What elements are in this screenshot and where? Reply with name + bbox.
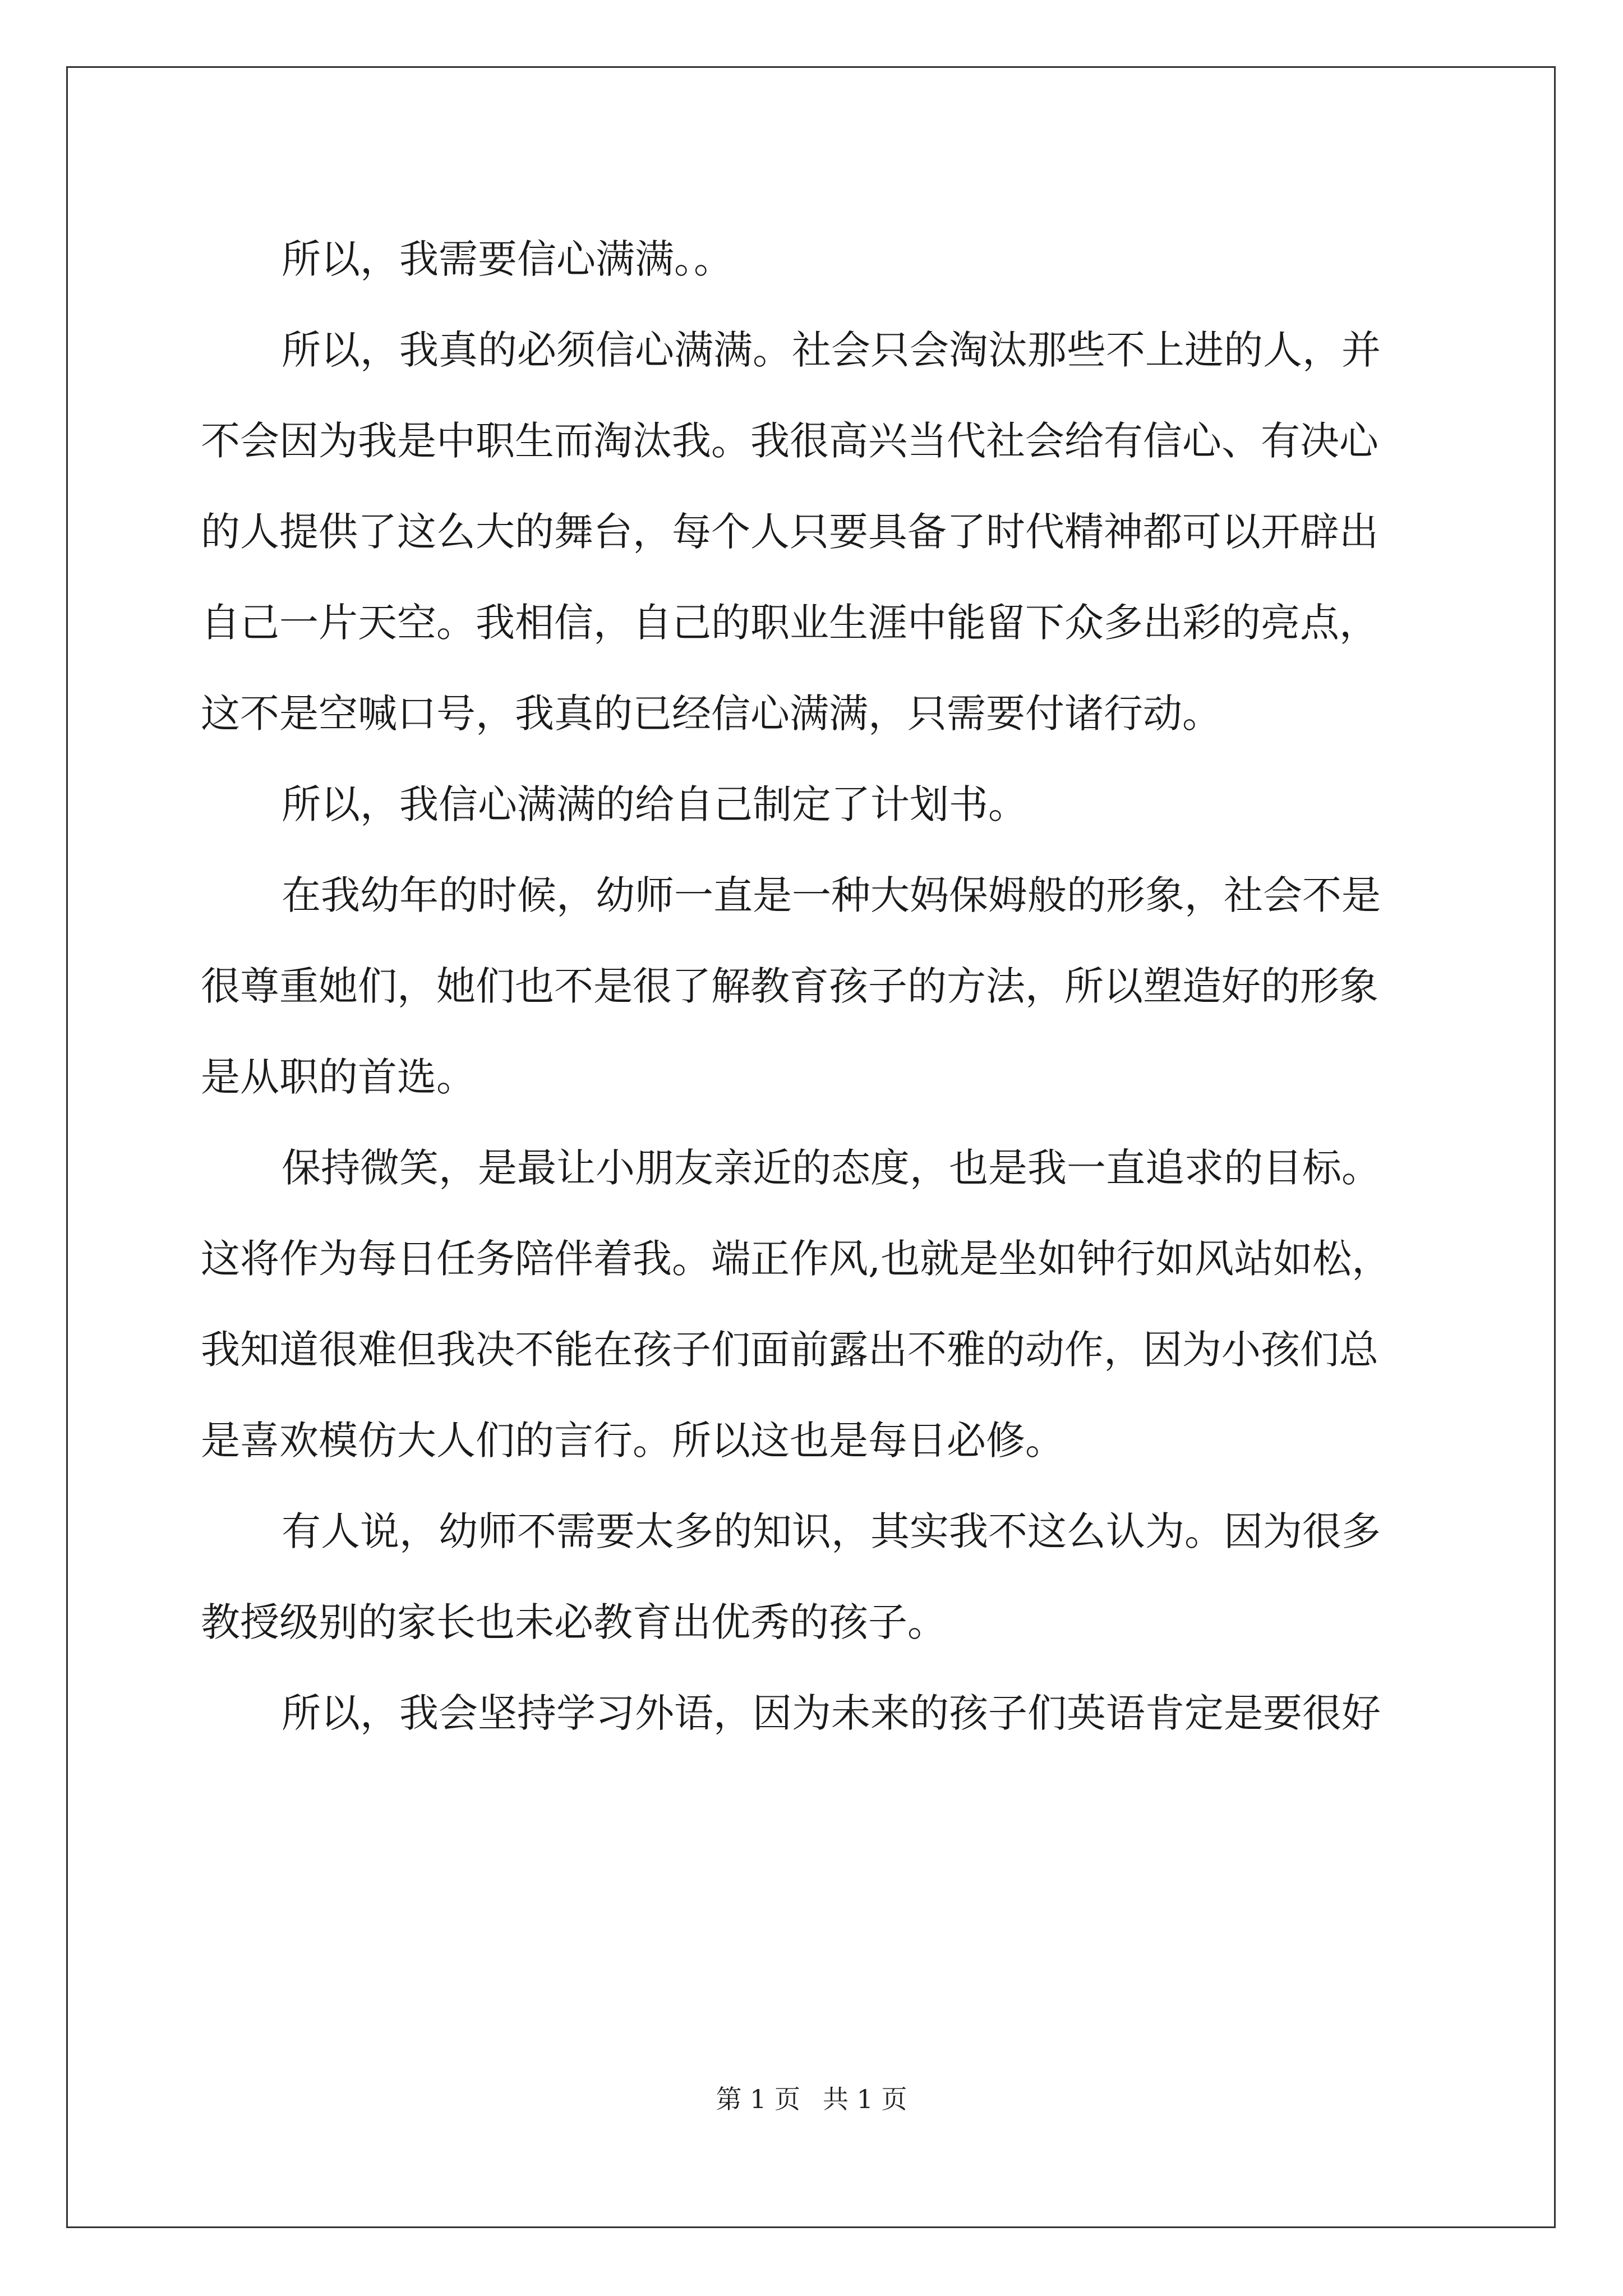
text-line: 我知道很难但我决不能在孩子们面前露出不雅的动作，因为小孩们总 [201, 1327, 1378, 1373]
text-line: 教授级别的家长也未必教育出优秀的孩子。 [201, 1599, 947, 1645]
page-number: 第 1 页 [716, 2084, 800, 2114]
paragraph [201, 305, 1429, 759]
text-line: 的人提供了这么大的舞台，每个人只要具备了时代精神都可以开辟出 [201, 509, 1378, 555]
page-footer [0, 2082, 1623, 2116]
text-line: 这将作为每日任务陪伴着我。端正作风,也就是坐如钟行如风站如松， [201, 1236, 1391, 1282]
text-line: 所以，我会坚持学习外语，因为未来的孩子们英语肯定是要很好 [282, 1690, 1381, 1736]
text-line: 是从职的首选。 [201, 1054, 476, 1100]
text-line: 是喜欢模仿大人们的言行。所以这也是每日必修。 [201, 1418, 1064, 1464]
text-line: 很尊重她们，她们也不是很了解教育孩子的方法，所以塑造好的形象 [201, 963, 1378, 1009]
paragraph [201, 850, 1429, 1122]
text-line: 在我幼年的时候，幼师一直是一种大妈保姆般的形象，社会不是 [282, 872, 1381, 918]
text-line: 所以，我真的必须信心满满。社会只会淘汰那些不上进的人，并 [282, 327, 1381, 373]
paragraph [201, 1486, 1429, 1668]
text-line: 所以，我信心满满的给自己制定了计划书。 [282, 781, 1027, 827]
paragraph [201, 214, 1429, 305]
document-body [201, 214, 1429, 1759]
text-line: 所以，我需要信心满满。。 [282, 236, 733, 282]
text-line: 有人说，幼师不需要太多的知识，其实我不这么认为。因为很多 [282, 1508, 1381, 1554]
text-line: 自己一片天空。我相信，自己的职业生涯中能留下众多出彩的亮点， [201, 600, 1378, 646]
paragraph [201, 1668, 1429, 1759]
text-line: 这不是空喊口号，我真的已经信心满满，只需要付诸行动。 [201, 691, 1221, 737]
page-total: 共 1 页 [823, 2084, 907, 2114]
text-line: 不会因为我是中职生而淘汰我。我很高兴当代社会给有信心、有决心 [201, 418, 1378, 464]
paragraph [201, 1122, 1429, 1486]
text-line: 保持微笑，是最让小朋友亲近的态度，也是我一直追求的目标。 [282, 1145, 1381, 1191]
paragraph [201, 759, 1429, 850]
